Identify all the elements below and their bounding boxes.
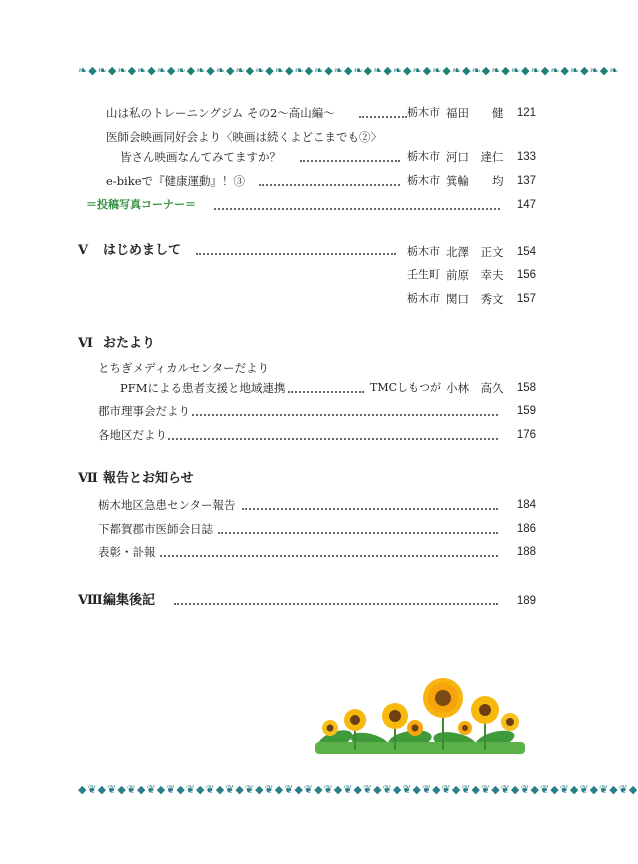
toc-entry-photo-corner[interactable]: [86, 196, 536, 214]
toc-entry-council[interactable]: [98, 402, 536, 420]
author-name: 前原 幸夫: [446, 268, 504, 282]
page-number: 186: [516, 523, 536, 535]
toc-entry-diary[interactable]: [98, 520, 536, 538]
section-number: Ⅴ: [78, 243, 89, 258]
dot-leader: [300, 160, 400, 162]
page-number: 137: [516, 175, 536, 187]
section-number: Ⅷ: [78, 593, 103, 608]
bottom-ornament-border: ◆❦◆❦◆❦◆❦◆❦◆❦◆❦◆❦◆❦◆❦◆❦◆❦◆❦◆❦◆❦◆❦◆❦◆❦◆❦◆❦◆❦◆❦◆❦◆❦◆❦◆❦◆❦◆❦◆: [78, 783, 638, 796]
dot-leader: [242, 508, 498, 510]
section-vi-heading[interactable]: [78, 333, 536, 355]
entry-subtitle: PFMによる患者支援と地域連携: [120, 381, 286, 395]
author-city: TMCしもつが: [370, 381, 442, 394]
entry-title: 下都賀郡市医師会日誌: [98, 522, 213, 536]
page-number: 147: [516, 199, 536, 211]
page-number: 158: [516, 382, 536, 394]
dot-leader: [288, 391, 364, 393]
toc-entry-mountain-gym[interactable]: [106, 104, 536, 122]
toc-entry-awards-obituaries[interactable]: [98, 543, 536, 561]
page-number: 184: [516, 499, 536, 511]
toc-entry-districts[interactable]: [98, 426, 536, 444]
toc-entry-emergency-center[interactable]: [98, 496, 536, 514]
page-number: 176: [516, 429, 536, 441]
dot-leader: [359, 116, 407, 118]
author-name: 河口 達仁: [446, 150, 504, 164]
entry-title: 郡市理事会だより: [98, 404, 190, 418]
entry-title: 各地区だより: [98, 428, 167, 442]
section-title: おたより: [103, 336, 156, 351]
dot-leader: [218, 532, 498, 534]
section-number: Ⅵ: [78, 336, 93, 351]
section-viii-heading[interactable]: [78, 590, 536, 612]
entry-title: 医師会映画同好会より〈映画は続くよどこまでも②〉: [106, 130, 382, 144]
author-city: 栃木市: [407, 174, 440, 187]
author-city: 栃木市: [407, 150, 440, 163]
entry-title: とちぎメディカルセンターだより: [98, 361, 270, 375]
dot-leader: [160, 555, 498, 557]
entry-title: 栃木地区急患センター報告: [98, 498, 236, 512]
dot-leader: [192, 414, 498, 416]
toc-entry-ebike[interactable]: [106, 172, 536, 190]
page-number: 188: [516, 546, 536, 558]
page-number: 121: [516, 107, 536, 119]
author-city: 壬生町: [407, 268, 440, 281]
author-name: 小林 高久: [446, 381, 504, 395]
section-number: Ⅶ: [78, 471, 98, 486]
section-title: 編集後記: [103, 593, 156, 608]
entry-title: 表彰・訃報: [98, 545, 156, 559]
page-number: 157: [516, 293, 536, 305]
entry-title: ＝投稿写真コーナー＝: [86, 198, 196, 211]
page-number: 156: [516, 269, 536, 281]
page-number: 154: [516, 246, 536, 258]
toc-author-row[interactable]: [106, 290, 536, 308]
toc-entry-movie-club-line1[interactable]: [106, 128, 536, 146]
toc-author-row[interactable]: [106, 243, 536, 261]
author-city: 栃木市: [407, 292, 440, 305]
author-city: 栃木市: [407, 106, 440, 119]
toc-entry-tmc[interactable]: [98, 379, 536, 397]
author-name: 関口 秀文: [446, 292, 504, 306]
entry-title: 山は私のトレーニングジム その2〜高山編〜: [106, 106, 335, 120]
page-number: 159: [516, 405, 536, 417]
toc-entry-tmc-line1[interactable]: [98, 359, 536, 377]
section-vii-heading[interactable]: [78, 468, 536, 490]
entry-subtitle: 皆さん映画なんてみてますか？: [120, 150, 281, 164]
dot-leader: [214, 208, 500, 210]
dot-leader: [174, 603, 498, 605]
author-city: 栃木市: [407, 245, 440, 258]
author-name: 箕輪 均: [446, 174, 504, 188]
page-number: 133: [516, 151, 536, 163]
toc-entry-movie-club[interactable]: [106, 148, 536, 166]
page-number: 189: [516, 595, 536, 607]
author-name: 北澤 正文: [446, 245, 504, 259]
section-title: 報告とお知らせ: [103, 471, 194, 486]
toc-author-row[interactable]: [106, 266, 536, 284]
sunflower-blooms: [322, 678, 519, 736]
entry-title: e-bikeで『健康運動』！③: [106, 174, 246, 188]
section-title: はじめまして: [103, 243, 182, 258]
dot-leader: [259, 184, 400, 186]
author-name: 福田 健: [446, 106, 504, 120]
top-ornament-border: ❧◆❧◆❧◆❧◆❧◆❧◆❧◆❧◆❧◆❧◆❧◆❧◆❧◆❧◆❧◆❧◆❧◆❧◆❧◆❧◆❧◆❧◆❧◆❧◆❧◆❧◆❧◆❧: [78, 64, 620, 77]
dot-leader: [168, 438, 498, 440]
sunflower-illustration: [315, 670, 525, 754]
